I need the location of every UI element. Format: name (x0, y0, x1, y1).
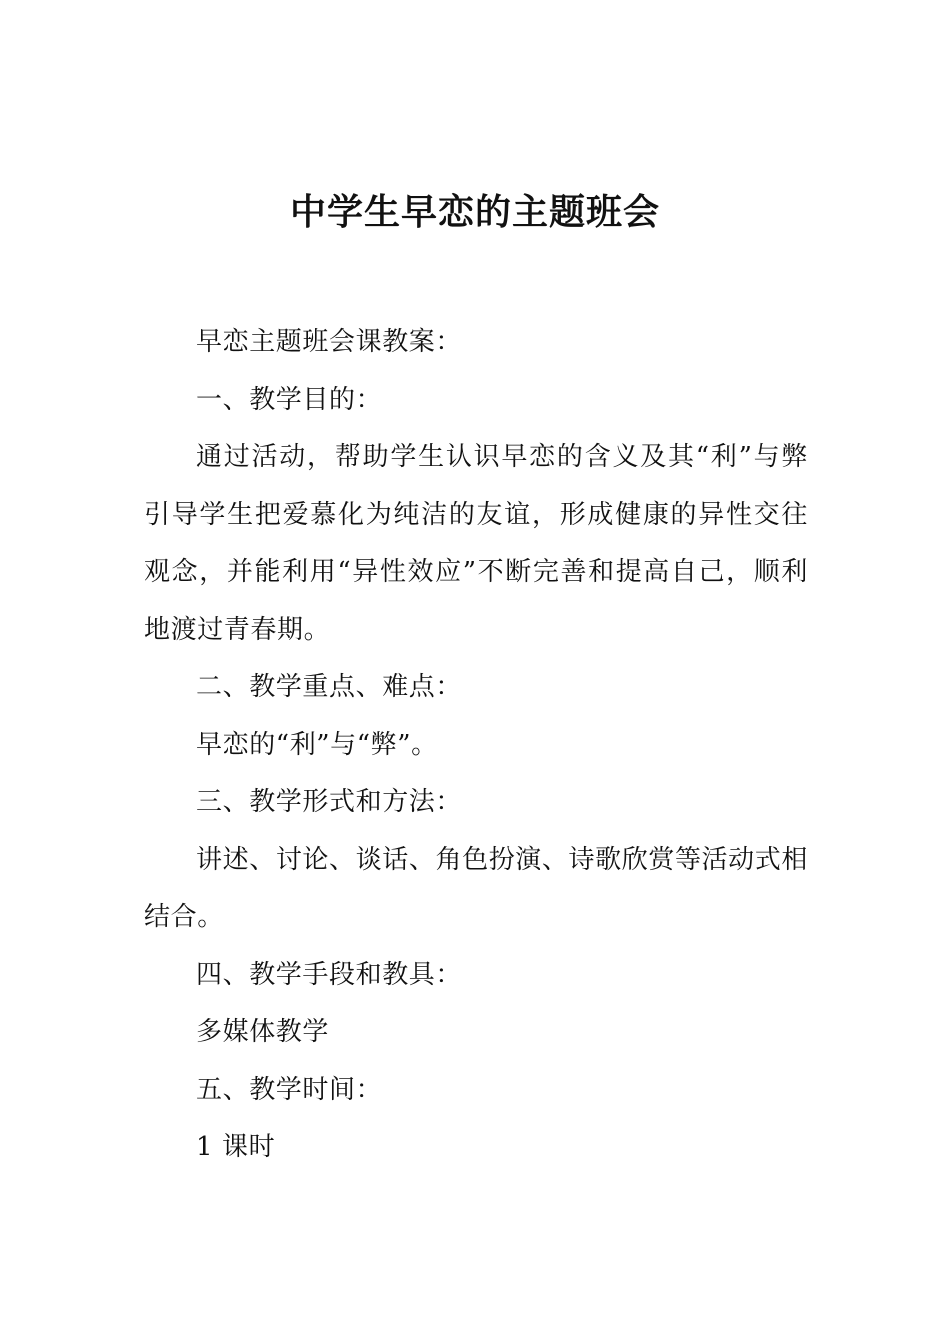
heading-methods: 三、教学形式和方法： (196, 787, 463, 817)
paragraph-objectives: 通过活动，帮助学生认识早恋的含义及其“利”与弊引导学生把爱慕化为纯洁的友谊，形成健康的异性交往观念，并能利用“异性效应”不断完善和提高自己，顺利地渡过青春期。 (144, 442, 808, 645)
document-body (144, 314, 808, 1177)
paragraph-time: 1 课时 (196, 1132, 276, 1162)
paragraph-key-points: 早恋的“利”与“弊”。 (196, 729, 438, 760)
paragraph-intro: 早恋主题班会课教案： (196, 327, 463, 357)
heading-tools: 四、教学手段和教具： (196, 959, 463, 990)
document-title: 中学生早恋的主题班会 (289, 191, 660, 233)
heading-objectives: 一、教学目的： (196, 384, 383, 415)
paragraph-tools: 多媒体教学 (196, 1017, 330, 1047)
heading-key-points: 二、教学重点、难点： (196, 672, 463, 702)
heading-time: 五、教学时间： (196, 1074, 383, 1105)
paragraph-methods: 讲述、讨论、谈话、角色扮演、诗歌欣赏等活动式相结合。 (144, 844, 808, 932)
